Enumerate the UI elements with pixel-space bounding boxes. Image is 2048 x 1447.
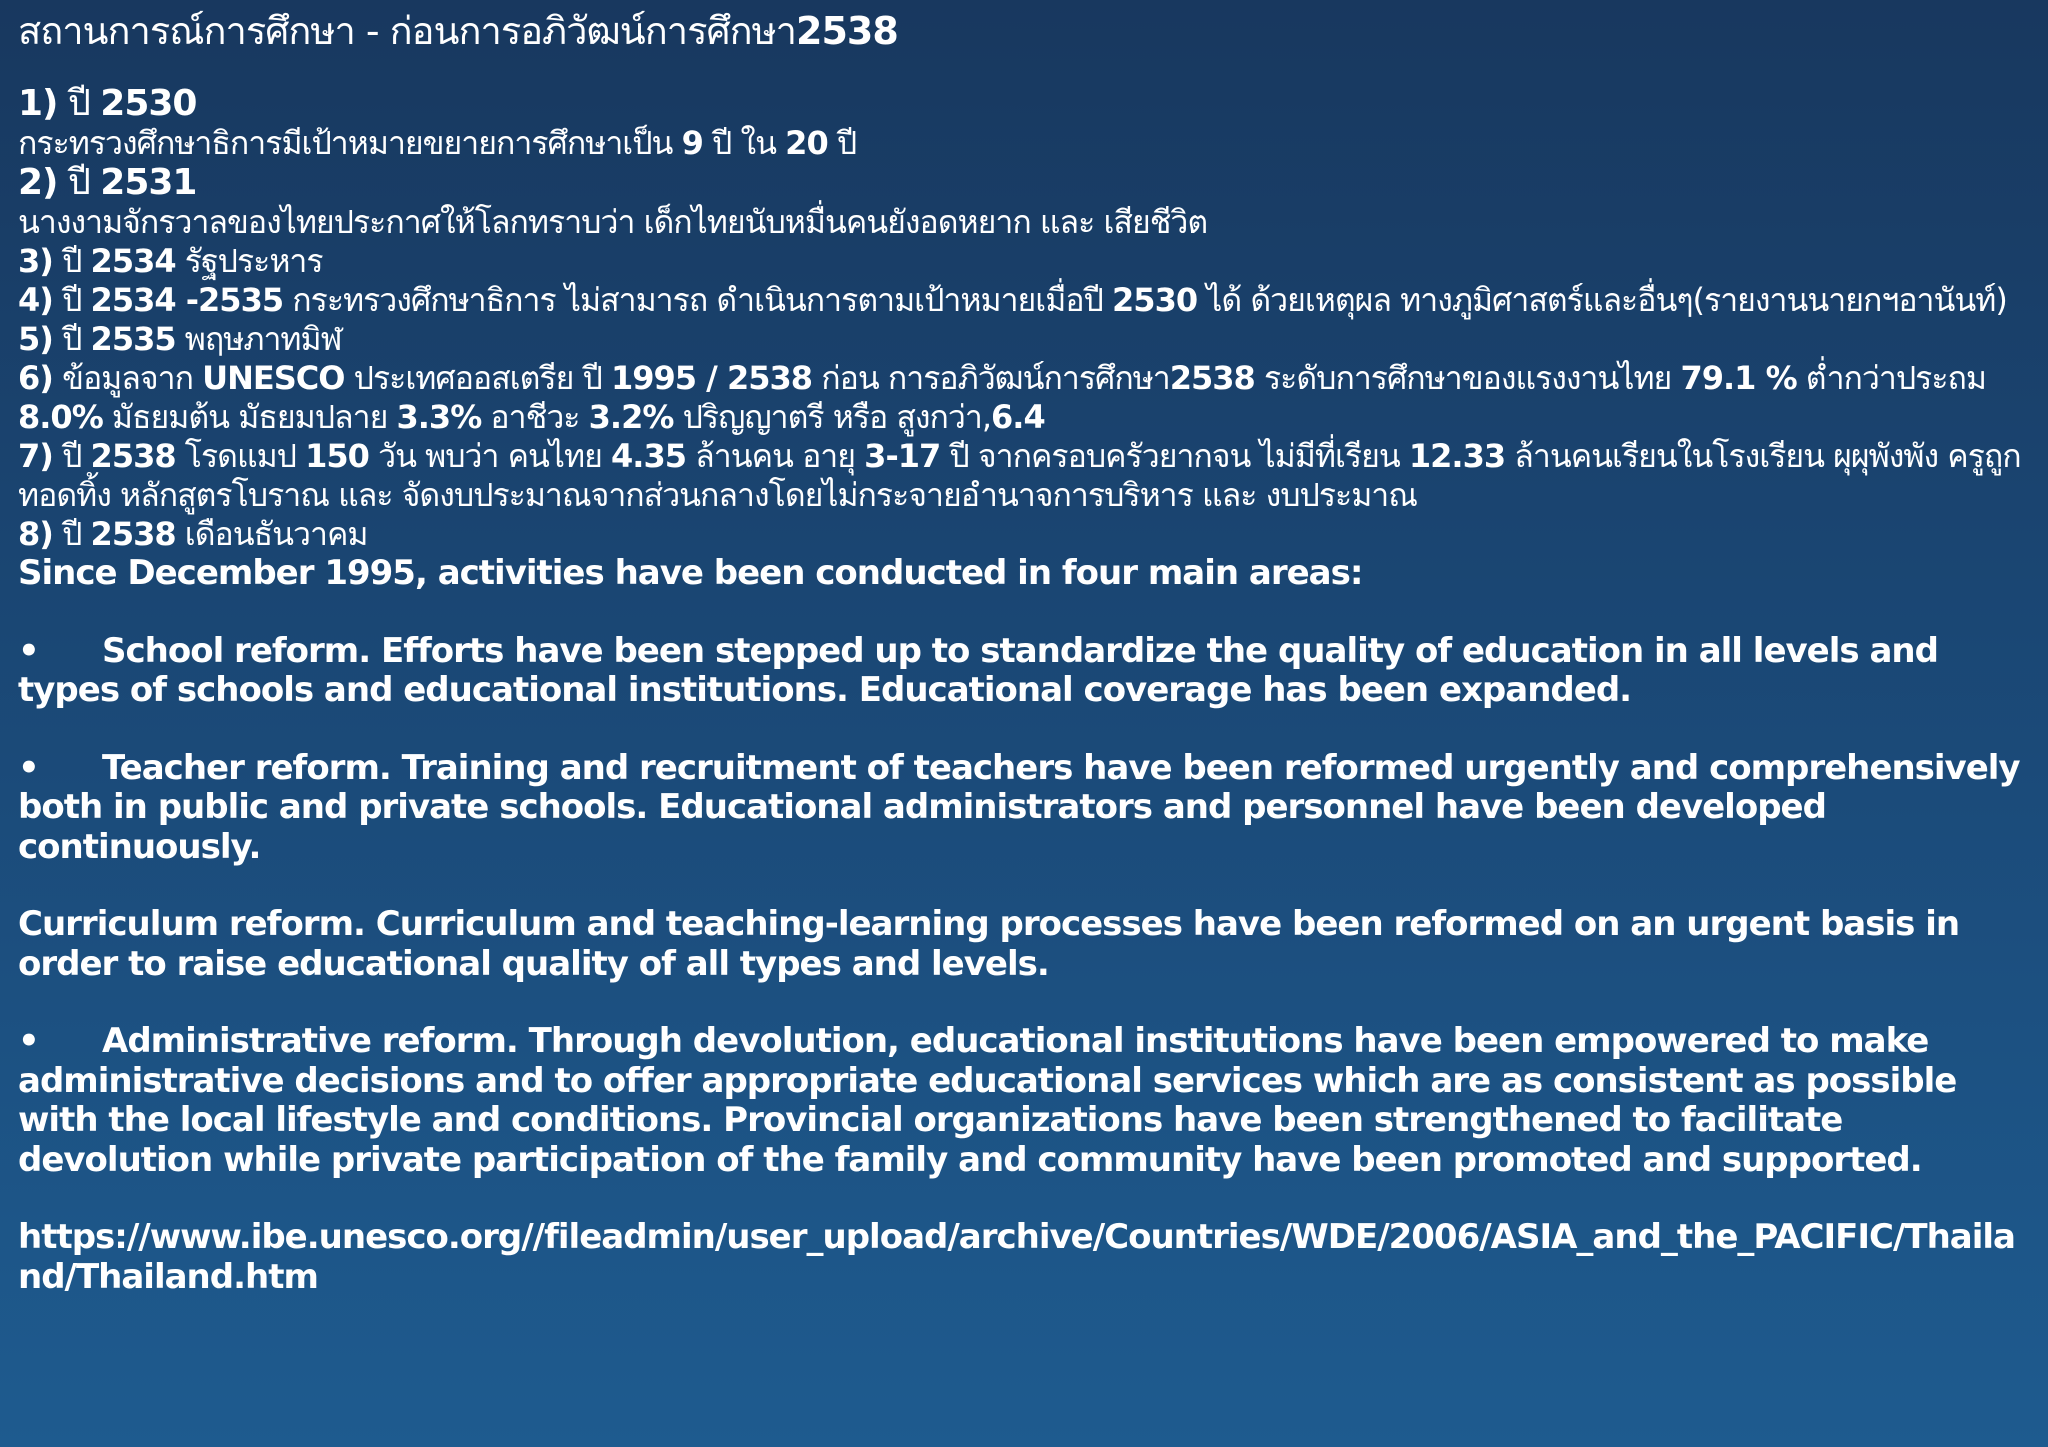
bullet-icon: • <box>18 630 39 671</box>
item-7: 7) ปี 2538 โรดแมป 150 วัน พบว่า คนไทย 4.35 ล้านคน อายุ 3-17 ปี จากครอบครัวยากจน ไม่มีที่เรียน 12.33 ล้านคนเรียนในโรงเรียน ผุผุพังพัง ครูถูกทอดทิ้ง หลักสูตรโบราณ และ จัดงบประมาณจากส่วนกลางโดยไม่กระจายอำนาจการบริหาร และ งบประมาณ <box>18 437 2021 514</box>
item-1-heading: 1) ปี 2530 <box>18 83 197 124</box>
bullet-icon: • <box>18 1021 39 1061</box>
reform-school: • School reform. Efforts have been stepped up to standardize the quality of education in all levels and types of schools and educational institutions. Educational coverage has been expanded. <box>18 630 1938 710</box>
item-2-desc: นางงามจักรวาลของไทยประกาศให้โลกทราบว่า เด็กไทยนับหมื่นคนยังอดหยาก และ เสียชีวิต <box>18 203 1208 241</box>
item-6: 6) ข้อมูลจาก UNESCO ประเทศออสเตรีย ปี 1995 / 2538 ก่อน การอภิวัฒน์การศึกษา2538 ระดับการศึกษาของแรงงานไทย 79.1 % ต่ำกว่าประถม 8.0% มัธยมต้น มัธยมปลาย 3.3% อาชีวะ 3.2% ปริญญาตรี หรือ สูงกว่า,6.4 <box>18 359 1987 436</box>
item-2-heading: 2) ปี 2531 <box>18 162 197 203</box>
reform-teacher: • Teacher reform. Training and recruitment of teachers have been reformed urgently and comprehensively both in public and private schools. Educational administrators and personnel have been developed continuously. <box>18 747 2020 867</box>
bullet-icon: • <box>18 747 39 788</box>
item-3: 3) ปี 2534 รัฐประหาร <box>18 242 323 280</box>
reform-curriculum: Curriculum reform. Curriculum and teaching-learning processes have been reformed on an urgent basis in order to raise educational quality of all types and levels. <box>18 904 1960 984</box>
item-4: 4) ปี 2534 -2535 กระทรวงศึกษาธิการ ไม่สามารถ ดำเนินการตามเป้าหมายเมื่อปี 2530 ได้ ด้วยเหตุผล ทางภูมิศาสตร์และอื่นๆ(รายงานนายกฯอานันท์) <box>18 281 2007 319</box>
since-heading: Since December 1995, activities have been conducted in four main areas: <box>18 553 1363 593</box>
source-link[interactable]: https://www.ibe.unesco.org//fileadmin/user_upload/archive/Countries/WDE/2006/ASIA_and_the_PACIFIC/Thailand/Thailand.htm <box>18 1217 2015 1297</box>
item-1-desc: กระทรวงศึกษาธิการมีเป้าหมายขยายการศึกษาเป็น 9 ปี ใน 20 ปี <box>18 124 857 162</box>
item-8: 8) ปี 2538 เดือนธันวาคม <box>18 515 368 553</box>
reform-administrative: • Administrative reform. Through devolution, educational institutions have been empowered to make administrative decisions and to offer appropriate educational services which are as consistent as possible with the local lifestyle and conditions. Provincial organizations have been strengthened to facilitate devolution while private participation of the family and community have been promoted and supported. <box>18 1021 1957 1180</box>
item-5: 5) ปี 2535 พฤษภาทมิฬ <box>18 320 342 358</box>
slide-title: สถานการณ์การศึกษา - ก่อนการอภิวัฒน์การศึกษา2538 <box>18 9 898 53</box>
